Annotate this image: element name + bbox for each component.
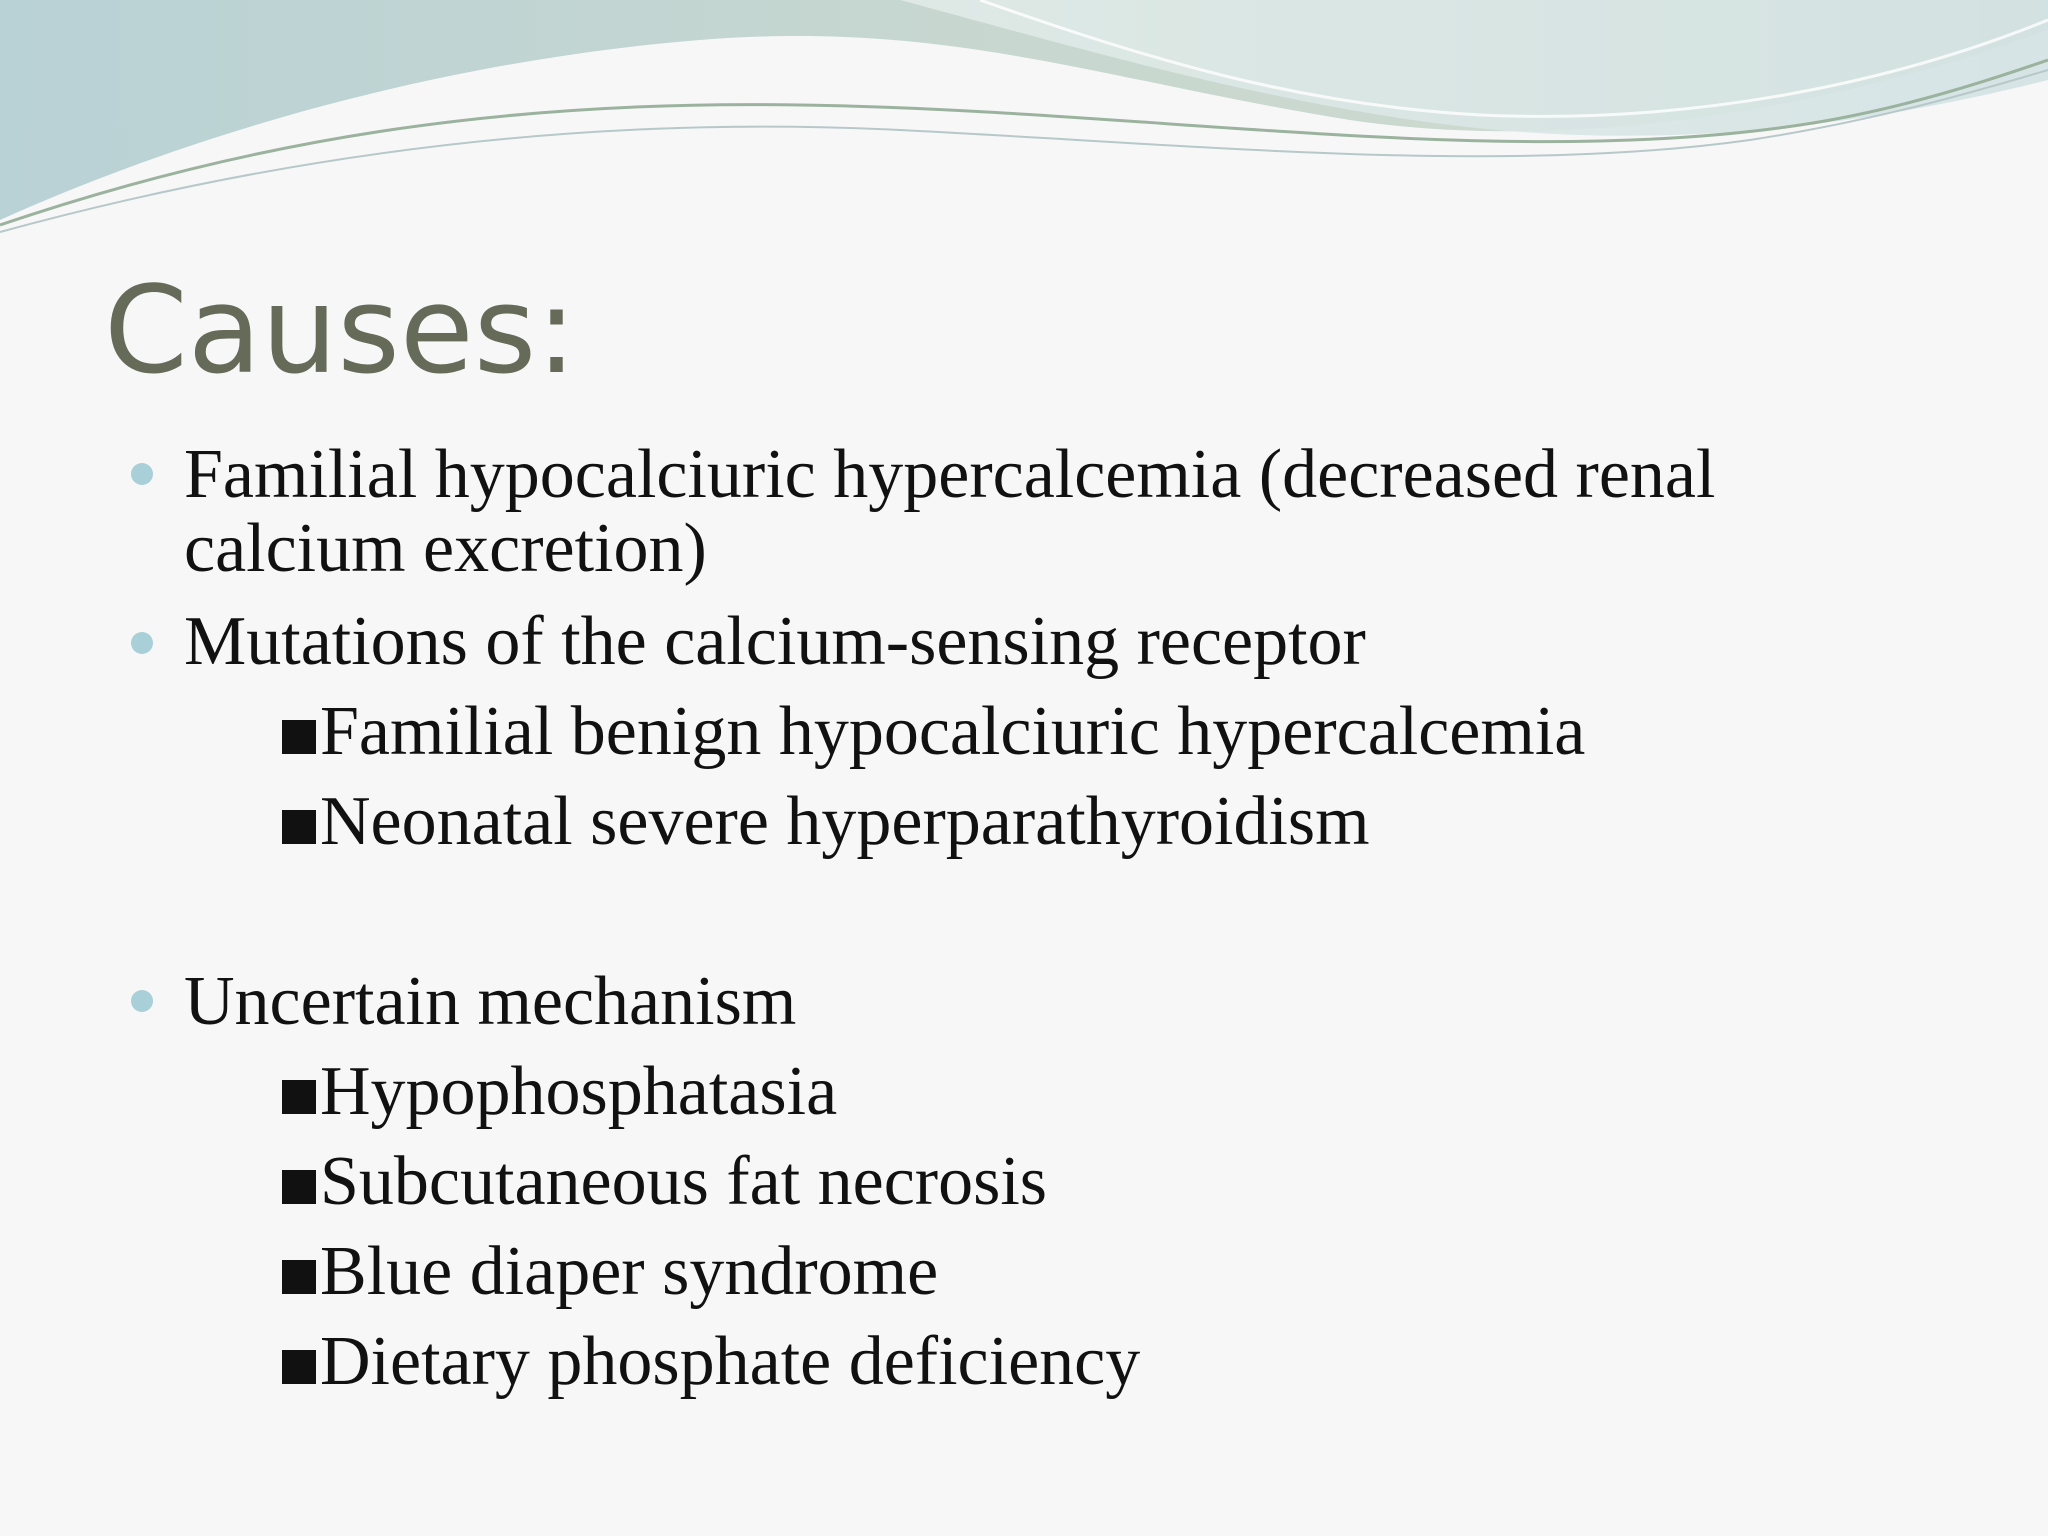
slide-title: Causes:	[104, 262, 577, 401]
sub-list-item-text: Subcutaneous fat necrosis	[320, 1143, 1048, 1220]
sub-list-item	[282, 1145, 1047, 1219]
sub-list-item-text: Neonatal severe hyperparathyroidism	[320, 783, 1370, 860]
sub-list-item	[282, 695, 1585, 769]
sub-list-item	[282, 1235, 938, 1309]
list-item-uncertain-mechanism: Uncertain mechanism	[184, 963, 797, 1040]
sub-list-item	[282, 1055, 837, 1129]
header-wave-decoration	[0, 0, 2048, 240]
sub-list-item	[282, 785, 1370, 859]
square-bullet-icon	[282, 1170, 316, 1204]
sub-list-item-text: Hypophosphatasia	[320, 1053, 838, 1130]
round-bullet-icon	[131, 463, 153, 485]
sub-list-item-text: Blue diaper syndrome	[320, 1233, 939, 1310]
square-bullet-icon	[282, 810, 316, 844]
list-item-mutations: Mutations of the calcium-sensing receptor	[184, 603, 1366, 680]
round-bullet-icon	[131, 632, 153, 654]
square-bullet-icon	[282, 1260, 316, 1294]
square-bullet-icon	[282, 720, 316, 754]
sub-list-item-text: Familial benign hypocalciuric hypercalcemia	[320, 693, 1586, 770]
round-bullet-icon	[131, 990, 153, 1012]
sub-list-item	[282, 1325, 1140, 1399]
list-item-line: calcium excretion)	[184, 510, 707, 587]
square-bullet-icon	[282, 1080, 316, 1114]
square-bullet-icon	[282, 1350, 316, 1384]
sub-list-item-text: Dietary phosphate deficiency	[320, 1323, 1141, 1400]
list-item-familial-hypocalciuric	[184, 438, 1715, 586]
list-item-line: Familial hypocalciuric hypercalcemia (decreased renal	[184, 436, 1716, 513]
